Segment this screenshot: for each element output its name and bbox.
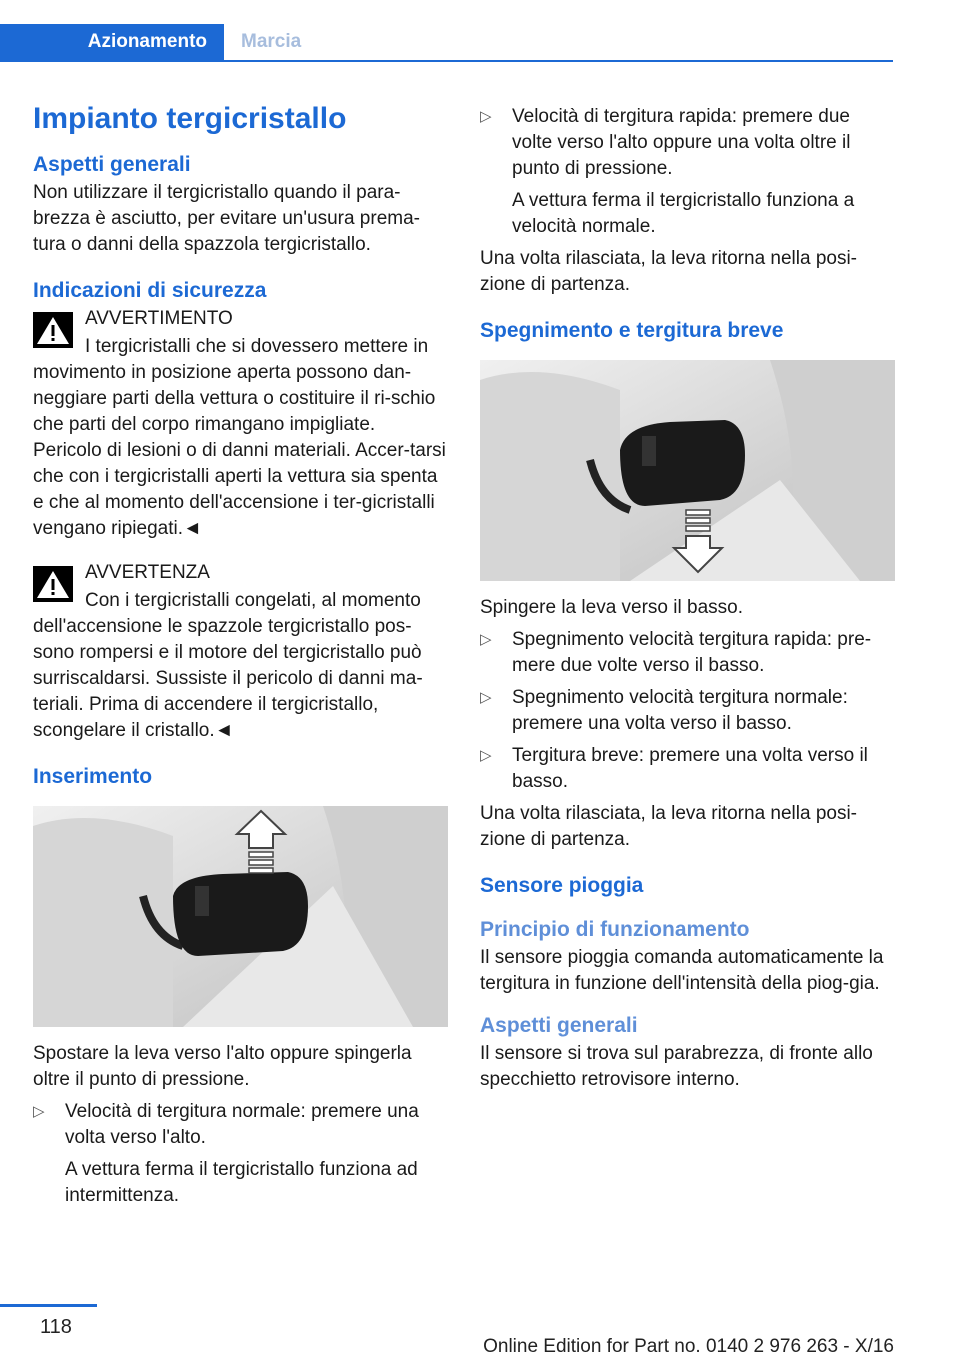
triangle-bullet-icon: ▷ xyxy=(480,108,492,125)
left-column xyxy=(33,100,448,1209)
paragraph-inserimento: Spostare la leva verso l'alto oppure spingerla oltre il punto di pressione. xyxy=(33,1043,412,1090)
heading-principio: Principio di funzionamento xyxy=(480,918,750,941)
warning-triangle-icon xyxy=(33,566,73,602)
illustration-lever-up xyxy=(33,806,448,1027)
heading-inserimento: Inserimento xyxy=(33,765,153,788)
paragraph-release-2: Una volta rilasciata, la leva ritorna nella posi-zione di partenza. xyxy=(480,803,858,850)
paragraph-release-1: Una volta rilasciata, la leva ritorna nella posi-zione di partenza. xyxy=(480,248,858,295)
footer-edition: Online Edition for Part no. 0140 2 976 263 - X/16 xyxy=(483,1336,894,1357)
warning-title-1: AVVERTIMENTO xyxy=(85,308,233,329)
warning-text-2: Con i tergicristalli congelati, al momento dell'accensione le spazzole tergicristallo pos-sono rompersi e il motore del tergicristallo può surriscaldarsi. Sussiste il pericolo di danni ma-teriali. Prima di accendere il tergicristallo, scongelare il cristallo.◄ xyxy=(33,590,423,741)
list-item: ▷ Spegnimento velocità tergitura rapida: pre-mere due volte verso il basso. xyxy=(480,629,872,676)
illustration-lever-down xyxy=(480,360,895,581)
list-item-note: A vettura ferma il tergicristallo funziona a velocità normale. xyxy=(512,190,855,237)
warning-block-1 xyxy=(33,306,448,542)
heading-sensore-pioggia: Sensore pioggia xyxy=(480,874,644,897)
triangle-bullet-icon: ▷ xyxy=(480,747,492,764)
page-number: 118 xyxy=(40,1316,72,1338)
warning-title-2: AVVERTENZA xyxy=(85,562,210,583)
header-tabs xyxy=(0,24,893,62)
paragraph-spegnimento: Spingere la leva verso il basso. xyxy=(480,597,743,618)
heading-safety: Indicazioni di sicurezza xyxy=(33,279,267,302)
paragraph-general: Non utilizzare il tergicristallo quando il para-brezza è asciutto, per evitare un'usura prema-tura o danni della spazzola tergicristallo. xyxy=(33,182,420,255)
paragraph-sensor-location: Il sensore si trova sul parabrezza, di fronte allo specchietto retrovisore interno. xyxy=(480,1043,873,1090)
warning-block-2 xyxy=(33,560,448,744)
list-item: ▷ Velocità di tergitura normale: premere una volta verso l'alto. xyxy=(33,1101,419,1148)
tab-azionamento[interactable]: Azionamento xyxy=(0,24,224,60)
warning-text-1: I tergicristalli che si dovessero mettere in movimento in posizione aperta possono dan-neggiare parti della vettura o costituire il ri-schio che parti del corpo rimangano impigliate. Pericolo di lesioni o di danni materiali. Accer-tarsi che con i tergicristalli aperti la vettura sia spenta e che al momento dell'accensione i ter-gicristalli vengano ripiegati.◄ xyxy=(33,336,446,539)
list-item: ▷ Velocità di tergitura rapida: premere due volte verso l'alto oppure una volta oltre il punto di pressione. xyxy=(480,106,851,179)
footer-accent-line xyxy=(0,1304,97,1307)
warning-triangle-icon xyxy=(33,312,73,348)
page-title: Impianto tergicristallo xyxy=(33,102,347,135)
triangle-bullet-icon: ▷ xyxy=(480,631,492,648)
right-column xyxy=(480,100,895,1093)
list-item: ▷ Tergitura breve: premere una volta verso il basso. xyxy=(480,745,868,792)
list-item: ▷ Spegnimento velocità tergitura normale: premere una volta verso il basso. xyxy=(480,687,848,734)
triangle-bullet-icon: ▷ xyxy=(33,1103,45,1120)
paragraph-principio: Il sensore pioggia comanda automaticamente la tergitura in funzione dell'intensità della piog-gia. xyxy=(480,947,884,994)
heading-spegnimento: Spegnimento e tergitura breve xyxy=(480,319,784,342)
tab-marcia[interactable]: Marcia xyxy=(241,31,302,52)
heading-aspetti-generali-2: Aspetti generali xyxy=(480,1014,638,1037)
triangle-bullet-icon: ▷ xyxy=(480,689,492,706)
list-item-note: A vettura ferma il tergicristallo funziona ad intermittenza. xyxy=(65,1159,418,1206)
heading-aspetti-generali: Aspetti generali xyxy=(33,153,191,176)
